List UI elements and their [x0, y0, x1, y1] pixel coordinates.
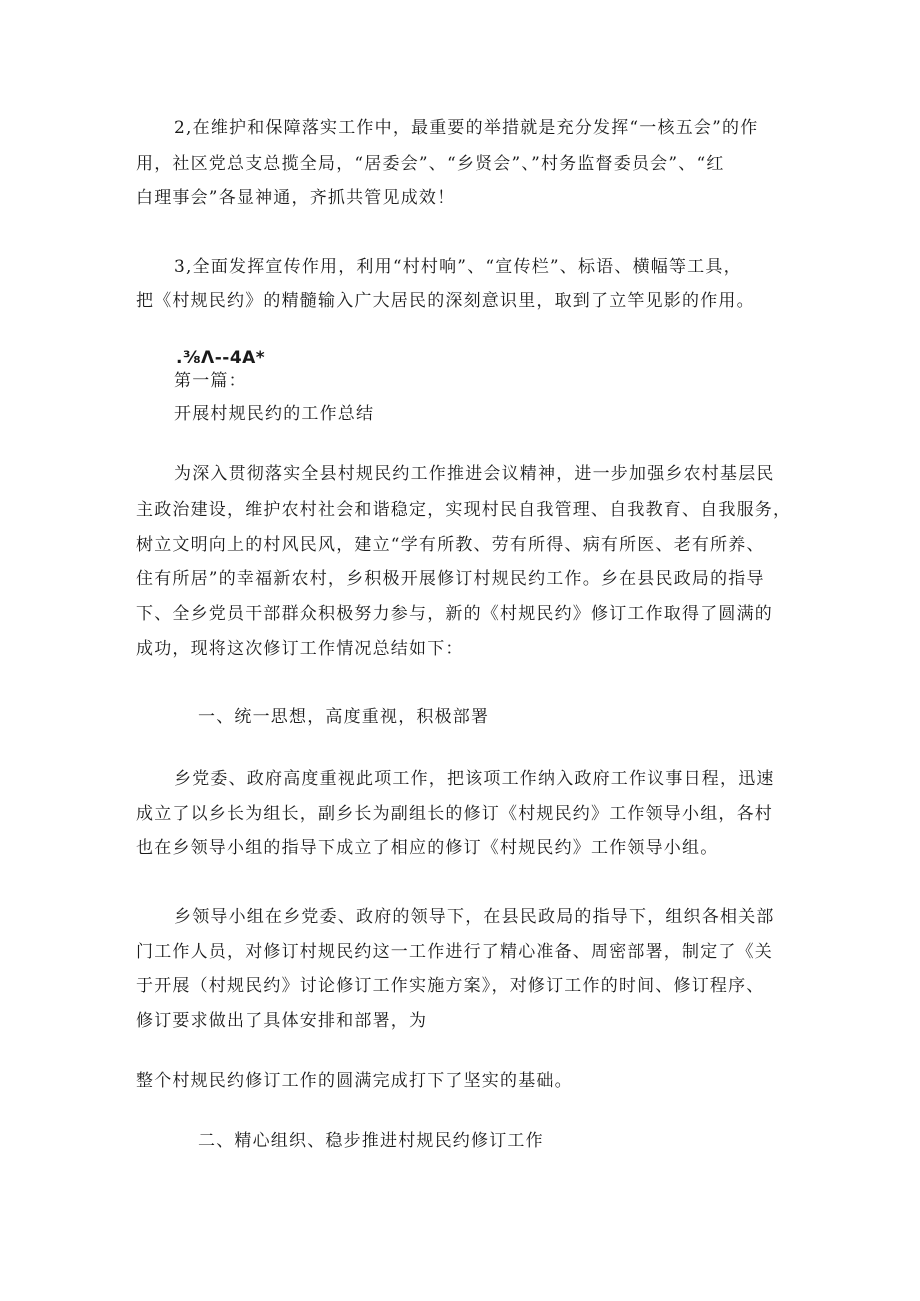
section-1-para-2-line-3: 于开展（村规民约》讨论修订工作实施方案》，对修订工作的时间、修订程序、	[136, 976, 765, 996]
section-1-para-2-line-2: 门工作人员，对修订村规民约这一工作进行了精心准备、周密部署，制定了《关	[136, 942, 773, 962]
paragraph-2-line-3: 白理事会”各显神通，齐抓共管见成效！	[136, 188, 456, 208]
section-1-para-1-line-2: 成立了以乡长为组长，副乡长为副组长的修订《村规民约》工作领导小组，各村	[136, 804, 773, 824]
garbled-mark: .⅜Λ--4A*	[176, 348, 266, 368]
intro-line-4: 住有所居”的幸福新农村，乡积极开展修订村规民约工作。乡在县民政局的指导	[136, 569, 765, 589]
part-label: 第一篇：	[174, 371, 247, 391]
section-1-para-2-line-1: 乡领导小组在乡党委、政府的领导下，在县民政局的指导下，组织各相关部	[174, 907, 775, 927]
paragraph-3-line-2: 把《村规民约》的精髓输入广大居民的深刻意识里，取到了立竿见影的作用。	[136, 291, 755, 311]
section-1-title: 一、统一思想，高度重视，积极部署	[198, 707, 490, 727]
section-1-para-3: 整个村规民约修订工作的圆满完成打下了坚实的基础。	[136, 1071, 573, 1091]
intro-line-2: 主政治建设，维护农村社会和谐稳定，实现村民自我管理、自我教育、自我服务，	[136, 500, 792, 520]
intro-line-3: 树立文明向上的村风民风，建立“学有所教、劳有所得、病有所医、老有所养、	[136, 535, 765, 555]
intro-line-5: 下、全乡党员干部群众积极努力参与，新的《村规民约》修订工作取得了圆满的	[136, 604, 773, 624]
paragraph-2-line-1: 2,在维护和保障落实工作中，最重要的举措就是充分发挥“一核五会”的作	[174, 118, 759, 138]
section-1-para-1-line-1: 乡党委、政府高度重视此项工作，把该项工作纳入政府工作议事日程，迅速	[174, 769, 775, 789]
paragraph-3-line-1: 3,全面发挥宣传作用，利用“村村响”、“宣传栏”、标语、横幅等工具，	[174, 257, 742, 277]
section-2-title: 二、精心组织、稳步推进村规民约修订工作	[198, 1131, 544, 1151]
section-1-para-1-line-3: 也在乡领导小组的指导下成立了相应的修订《村规民约》工作领导小组。	[136, 838, 719, 858]
intro-line-6: 成功，现将这次修订工作情况总结如下：	[136, 639, 464, 659]
section-1-para-2-line-4: 修订要求做出了具体安排和部署，为	[136, 1011, 428, 1031]
intro-line-1: 为深入贯彻落实全县村规民约工作推进会议精神，进一步加强乡农村基层民	[174, 464, 775, 484]
paragraph-2-line-2: 用，社区党总支总揽全局，“居委会”、“乡贤会”、”村务监督委员会”、“红	[136, 154, 725, 174]
document-title: 开展村规民约的工作总结	[174, 404, 375, 424]
